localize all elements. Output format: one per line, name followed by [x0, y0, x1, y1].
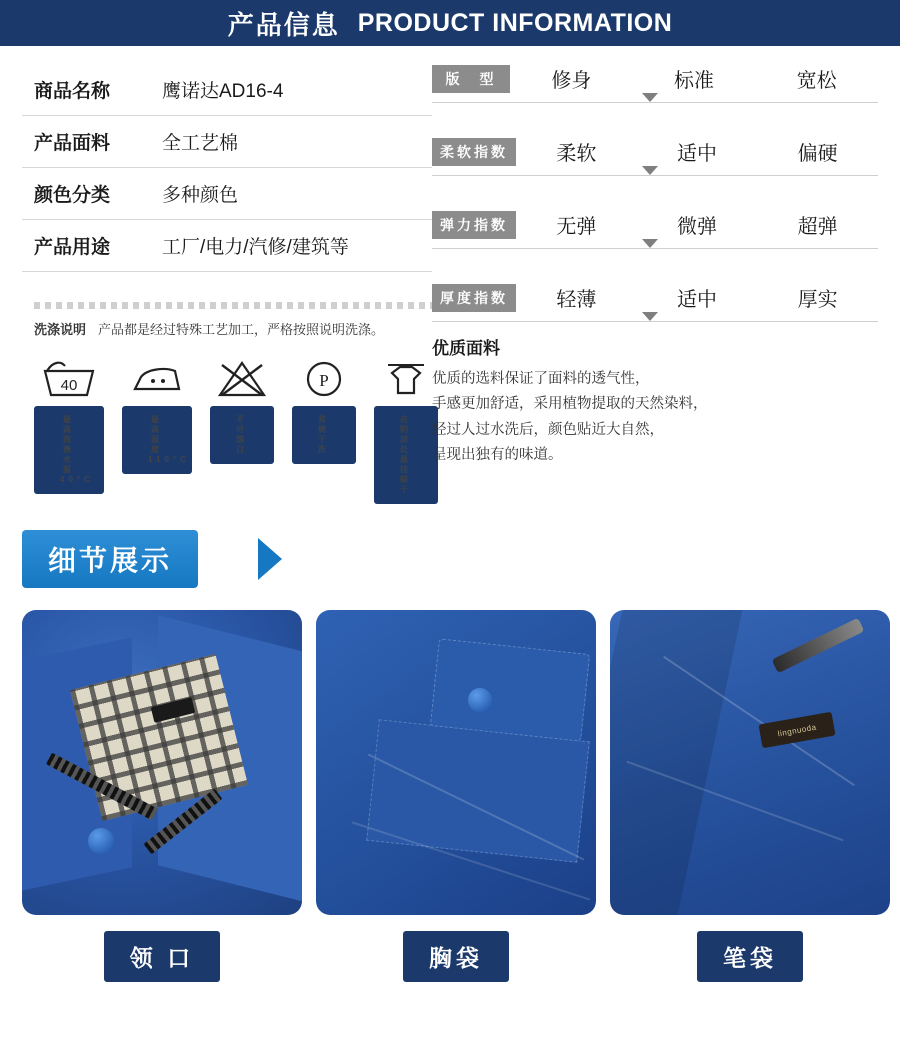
- scale-option: 超弹: [797, 216, 838, 238]
- spacer: [432, 182, 878, 210]
- scale-tag: 厚度指数: [432, 284, 516, 312]
- scale-options: [516, 210, 878, 239]
- scale-header: [432, 64, 878, 93]
- scale-option: 无弹: [556, 216, 597, 238]
- iron-steam-icon: [122, 352, 192, 404]
- spec-column: [0, 64, 432, 504]
- scale-line: [432, 102, 878, 103]
- pen-pocket-photo: [610, 610, 890, 915]
- wash-icon-row: [34, 352, 432, 504]
- scale-options: [510, 64, 878, 93]
- scale-option: 轻薄: [556, 289, 597, 311]
- spec-label: 商品名称: [34, 81, 111, 102]
- scale-softness: [432, 137, 878, 176]
- scale-option: 厚实: [797, 289, 838, 311]
- scale-header: [432, 137, 878, 166]
- snap-button-icon: [468, 688, 492, 712]
- wash-tub-40-icon: [34, 352, 104, 404]
- wash-icon-caption: 最高洗涤水温40°C: [34, 406, 104, 494]
- table-row: [22, 116, 432, 168]
- photo-card-chest-pocket: [316, 610, 596, 982]
- fabric-line: 手感更加舒适，采用植物提取的天然染料，: [432, 396, 708, 413]
- scale-tag: 弹力指数: [432, 211, 516, 239]
- svg-text:40: 40: [60, 377, 78, 394]
- header-title-en: PRODUCT INFORMATION: [357, 8, 673, 37]
- wash-care-note: 产品都是经过特殊工艺加工，严格按照说明洗涤。: [98, 322, 385, 337]
- scale-marker: [642, 93, 658, 102]
- spec-label: 颜色分类: [34, 185, 111, 206]
- spacer: [432, 255, 878, 283]
- wash-care-header: [34, 319, 432, 338]
- spec-value: 全工艺棉: [162, 133, 239, 154]
- photo-caption-wrap: [22, 931, 302, 982]
- wash-icon-item: [210, 352, 274, 504]
- chest-pocket-photo: [316, 610, 596, 915]
- wash-icon-item: [34, 352, 104, 504]
- photo-caption: 领 口: [104, 931, 220, 982]
- wash-icon-caption: 最高温度110°C: [122, 406, 192, 474]
- photo-caption-wrap: [610, 931, 890, 982]
- scale-option: 修身: [551, 70, 592, 92]
- no-bleach-icon: [210, 352, 274, 404]
- info-columns: [0, 46, 900, 504]
- scale-option: 柔软: [556, 143, 597, 165]
- fabric-title: 优质面料: [432, 339, 500, 358]
- scale-thickness: [432, 283, 878, 322]
- scale-marker: [642, 166, 658, 175]
- line-dry-shade-icon: [374, 352, 438, 404]
- brand-label-text: lingnuoda: [776, 722, 818, 738]
- header-title-cn: 产品信息: [227, 9, 340, 40]
- fabric-line: 呈现出独有的味道。: [432, 447, 563, 464]
- fabric-description: [432, 328, 878, 469]
- snap-button-icon: [88, 828, 114, 854]
- scale-options: [516, 283, 878, 312]
- collar-photo: [22, 610, 302, 915]
- scale-line: [432, 321, 878, 322]
- scale-option: 微弹: [676, 216, 717, 238]
- wash-icon-item: [292, 352, 356, 504]
- pocket-flap: [430, 638, 590, 741]
- wash-care-block: [22, 302, 432, 504]
- spec-label: 产品用途: [34, 237, 111, 258]
- detail-banner-label: 细节展示: [22, 530, 198, 588]
- scale-option: 宽松: [796, 70, 837, 92]
- svg-text:P: P: [319, 371, 329, 390]
- wash-icon-item: [374, 352, 438, 504]
- scale-marker: [642, 312, 658, 321]
- detail-banner: [22, 530, 900, 588]
- scale-line: [432, 248, 878, 249]
- table-row: [22, 220, 432, 272]
- scale-tag: 版 型: [432, 65, 510, 93]
- page-header: [0, 0, 900, 46]
- scale-marker: [642, 239, 658, 248]
- pen-icon: [772, 618, 865, 674]
- fabric-line: 优质的选料保证了面料的透气性，: [432, 371, 650, 387]
- photo-caption: 笔袋: [697, 931, 803, 982]
- photo-caption: 胸袋: [403, 931, 509, 982]
- pocket-body: [366, 719, 590, 862]
- wash-icon-item: [122, 352, 192, 504]
- scale-option: 适中: [676, 289, 717, 311]
- wash-icon-caption: 不可漂白: [210, 406, 274, 464]
- scale-option: 适中: [676, 143, 717, 165]
- spec-value: 鹰诺达AD16-4: [162, 81, 284, 102]
- wash-care-title: 洗涤说明: [34, 322, 87, 337]
- spec-value: 工厂/电力/汽修/建筑等: [162, 237, 349, 258]
- table-row: [22, 168, 432, 220]
- photo-card-collar: [22, 610, 302, 982]
- detail-photo-row: [0, 588, 900, 982]
- scale-line: [432, 175, 878, 176]
- dry-clean-p-icon: [292, 352, 356, 404]
- table-row: [22, 64, 432, 116]
- banner-arrow-icon: [258, 538, 282, 580]
- spec-label: 产品面料: [34, 133, 111, 154]
- scale-option: 标准: [673, 70, 714, 92]
- scale-tag: 柔软指数: [432, 138, 516, 166]
- fabric-line: 经过人过水洗后，颜色贴近大自然，: [432, 421, 664, 438]
- divider: [34, 302, 434, 309]
- scale-header: [432, 210, 878, 239]
- scale-elasticity: [432, 210, 878, 249]
- brand-label: [758, 712, 835, 748]
- photo-caption-wrap: [316, 931, 596, 982]
- photo-card-pen-pocket: [610, 610, 890, 982]
- spec-value: 多种颜色: [162, 185, 239, 206]
- scale-options: [516, 137, 878, 166]
- scale-fit: [432, 64, 878, 103]
- index-column: [432, 64, 900, 504]
- scale-header: [432, 283, 878, 312]
- spacer: [432, 109, 878, 137]
- wash-icon-caption: 常规干洗: [292, 406, 356, 464]
- wash-icon-caption: 在阴凉处悬挂晾干: [374, 406, 438, 504]
- scale-option: 偏硬: [797, 143, 838, 165]
